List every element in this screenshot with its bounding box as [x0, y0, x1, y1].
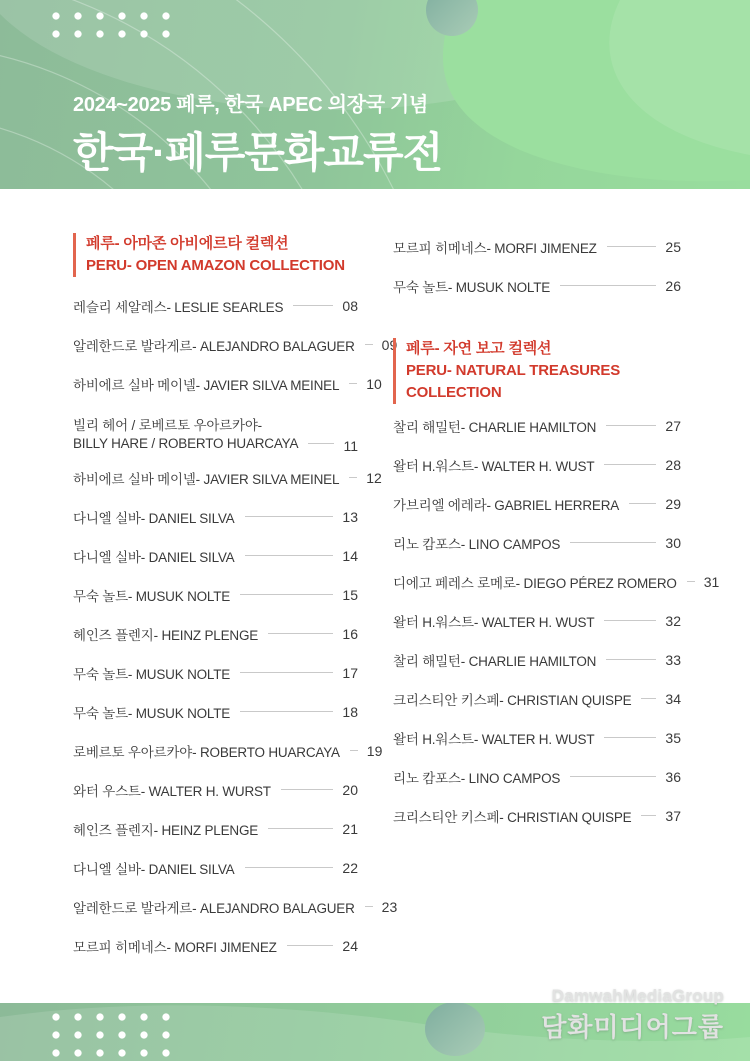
- toc-entry-label: 왈터 H.워스트- WALTER H. WUST: [393, 614, 595, 630]
- toc-leader-line: [245, 516, 334, 517]
- toc-entry-label: 왈터 H.워스트- WALTER H. WUST: [393, 731, 595, 747]
- toc-entry: [73, 926, 358, 965]
- toc-page-number: 12: [366, 469, 382, 486]
- toc-entry-label: 빌리 헤어 / 로베르토 우아르카야- BILLY HARE / ROBERTO HUARCAYA: [73, 418, 299, 451]
- toc-leader-line: [350, 750, 358, 751]
- toc-entry: [393, 640, 681, 679]
- toc-entry: [73, 325, 398, 364]
- toc-list-left: [73, 286, 398, 965]
- toc-page-number: 20: [342, 781, 358, 798]
- toc-entry: [73, 848, 358, 887]
- toc-page-number: 22: [342, 859, 358, 876]
- toc-entry: [73, 575, 358, 614]
- toc-entry: [393, 718, 681, 757]
- toc-page-number: 17: [342, 664, 358, 681]
- toc-entry-label: 디에고 페레스 로메로- DIEGO PÉREZ ROMERO: [393, 575, 677, 591]
- toc-leader-line: [687, 581, 695, 582]
- toc-entry: [73, 403, 358, 458]
- toc-leader-line: [245, 867, 334, 868]
- toc-entry: [73, 731, 383, 770]
- toc-entry: [73, 809, 358, 848]
- toc-page-number: 33: [665, 651, 681, 668]
- toc-leader-line: [607, 246, 657, 247]
- toc-leader-line: [308, 443, 334, 444]
- toc-entry: [73, 692, 358, 731]
- toc-page-number: 23: [381, 898, 398, 915]
- toc-entry: [393, 227, 681, 266]
- toc-leader-line: [268, 633, 333, 634]
- toc-page-number: 26: [665, 277, 681, 294]
- toc-entry-label: 리노 캄포스- LINO CAMPOS: [393, 536, 561, 552]
- toc-page-number: 35: [665, 729, 681, 746]
- toc-leader-line: [365, 906, 373, 907]
- toc-entry-label: 왈터 H.워스트- WALTER H. WUST: [393, 458, 595, 474]
- toc-entry: [393, 406, 681, 445]
- toc-page-number: 09: [381, 336, 398, 353]
- section-title-en: PERU- OPEN AMAZON COLLECTION: [86, 257, 345, 274]
- toc-entry-label: 로베르토 우아르카야- ROBERTO HUARCAYA: [73, 744, 340, 760]
- toc-page-number: 15: [342, 586, 358, 603]
- toc-page-number: 29: [665, 495, 681, 512]
- toc-entry: [73, 536, 358, 575]
- toc-leader-line: [349, 383, 357, 384]
- toc-entry-label: 무숙 놀트- MUSUK NOLTE: [73, 705, 231, 721]
- toc-page-number: 16: [342, 625, 358, 642]
- toc-entry-label: 리노 캄포스- LINO CAMPOS: [393, 770, 561, 786]
- watermark-english: DamwahMediaGroup: [551, 986, 724, 1005]
- toc-leader-line: [281, 789, 334, 790]
- toc-entry-label: 헤인즈 플렌지- HEINZ PLENGE: [73, 822, 259, 838]
- toc-page-number: 24: [342, 937, 358, 954]
- toc-leader-line: [606, 425, 656, 426]
- toc-page-number: 14: [342, 547, 358, 564]
- toc-column-right: [393, 227, 720, 835]
- toc-entry-label: 크리스티안 키스페- CHRISTIAN QUISPE: [393, 809, 632, 825]
- toc-entry: [393, 757, 681, 796]
- toc-entry: [73, 887, 398, 926]
- toc-entry-label: 가브리엘 에레라- GABRIEL HERRERA: [393, 497, 620, 513]
- toc-entry: [73, 614, 358, 653]
- toc-entry-label: 헤인즈 플렌지- HEINZ PLENGE: [73, 627, 259, 643]
- toc-leader-line: [245, 555, 334, 556]
- section-header-natural: [393, 338, 681, 404]
- toc-entry-label: 알레한드로 발라게르- ALEJANDRO BALAGUER: [73, 338, 355, 354]
- toc-leader-line: [629, 503, 656, 504]
- toc-leader-line: [349, 477, 357, 478]
- toc-entry-label: 하비에르 실바 메이넬- JAVIER SILVA MEINEL: [73, 377, 340, 393]
- toc-leader-line: [604, 620, 656, 621]
- dot-pattern-bottom: [45, 1008, 177, 1061]
- toc-leader-line: [606, 659, 656, 660]
- toc-leader-line: [641, 815, 656, 816]
- toc-page-number: 31: [703, 573, 720, 590]
- toc-entry-label: 찰리 해밀턴- CHARLIE HAMILTON: [393, 653, 597, 669]
- toc-page-number: 32: [665, 612, 681, 629]
- toc-entry: [393, 601, 681, 640]
- watermark-korean: 담화미디어그룹: [541, 1012, 724, 1042]
- toc-leader-line: [604, 737, 656, 738]
- toc-entry: [393, 523, 681, 562]
- toc-page-number: 27: [665, 417, 681, 434]
- toc-entry-label: 알레한드로 발라게르- ALEJANDRO BALAGUER: [73, 900, 355, 916]
- toc-leader-line: [560, 285, 656, 286]
- toc-entry-label: 모르피 히메네스- MORFI JIMENEZ: [73, 939, 277, 955]
- toc-page-number: 36: [665, 768, 681, 785]
- toc-entry: [73, 458, 382, 497]
- toc-page-number: 11: [343, 438, 358, 454]
- section-title-en: PERU- NATURAL TREASURES COLLECTION: [406, 362, 621, 401]
- toc-page-number: 08: [342, 297, 358, 314]
- toc-page-number: 37: [665, 807, 681, 824]
- toc-leader-line: [293, 305, 333, 306]
- toc-entry: [393, 562, 720, 601]
- header-subtitle: 2024~2025 페루, 한국 APEC 의장국 기념: [73, 94, 429, 116]
- toc-page-number: 28: [665, 456, 681, 473]
- toc-entry: [73, 364, 382, 403]
- toc-page-number: 21: [342, 820, 358, 837]
- toc-entry: [73, 286, 358, 325]
- toc-entry: [393, 445, 681, 484]
- toc-entry-label: 와터 우스트- WALTER H. WURST: [73, 783, 271, 799]
- dot-pattern-top: [45, 7, 177, 43]
- toc-entry-label: 다니엘 실바- DANIEL SILVA: [73, 510, 235, 526]
- toc-leader-line: [365, 344, 373, 345]
- toc-leader-line: [287, 945, 334, 946]
- toc-leader-line: [570, 776, 656, 777]
- toc-leader-line: [240, 594, 333, 595]
- toc-page-number: 34: [665, 690, 681, 707]
- section-header-amazon: [73, 233, 358, 277]
- toc-leader-line: [240, 711, 333, 712]
- toc-page-number: 10: [366, 375, 382, 392]
- toc-list-right: [393, 406, 720, 835]
- toc-entry-label: 다니엘 실바- DANIEL SILVA: [73, 861, 235, 877]
- toc-entry: [393, 484, 681, 523]
- toc-entry: [73, 497, 358, 536]
- toc-page-number: 19: [366, 742, 383, 759]
- toc-page-number: 30: [665, 534, 681, 551]
- page-title: 한국·페루문화교류전: [73, 129, 443, 176]
- toc-entry-label: 무숙 놀트- MUSUK NOLTE: [73, 666, 231, 682]
- toc-entry: [393, 796, 681, 835]
- teal-circle-footer: [425, 1003, 485, 1056]
- section-title-ko: 페루- 자연 보고 컬렉션: [406, 340, 552, 357]
- toc-entry-label: 무숙 놀트- MUSUK NOLTE: [73, 588, 231, 604]
- toc-entry: [73, 770, 358, 809]
- toc-entry: [73, 653, 358, 692]
- header-text-block: [73, 88, 442, 180]
- toc-entry-label: 레슬리 세알레스- LESLIE SEARLES: [73, 299, 284, 315]
- toc-leader-line: [268, 828, 333, 829]
- toc-entry: [393, 679, 681, 718]
- section-title-ko: 페루- 아마존 아비에르타 컬렉션: [86, 235, 289, 252]
- toc-column-left: [73, 233, 398, 965]
- toc-leader-line: [641, 698, 656, 699]
- toc-entry-label: 하비에르 실바 메이넬- JAVIER SILVA MEINEL: [73, 471, 340, 487]
- toc-entry-label: 크리스티안 키스페- CHRISTIAN QUISPE: [393, 692, 632, 708]
- watermark: [541, 986, 724, 1044]
- toc-entry-label: 무숙 놀트- MUSUK NOLTE: [393, 279, 551, 295]
- toc-page-number: 18: [342, 703, 358, 720]
- toc-leader-line: [604, 464, 656, 465]
- toc-leader-line: [240, 672, 333, 673]
- toc-entry-label: 찰리 해밀턴- CHARLIE HAMILTON: [393, 419, 597, 435]
- toc-list-right-top: [393, 227, 681, 305]
- toc-entry-label: 다니엘 실바- DANIEL SILVA: [73, 549, 235, 565]
- toc-entry-label: 모르피 히메네스- MORFI JIMENEZ: [393, 240, 597, 256]
- toc-entry: [393, 266, 681, 305]
- toc-page-number: 13: [342, 508, 358, 525]
- toc-leader-line: [570, 542, 656, 543]
- toc-page-number: 25: [665, 238, 681, 255]
